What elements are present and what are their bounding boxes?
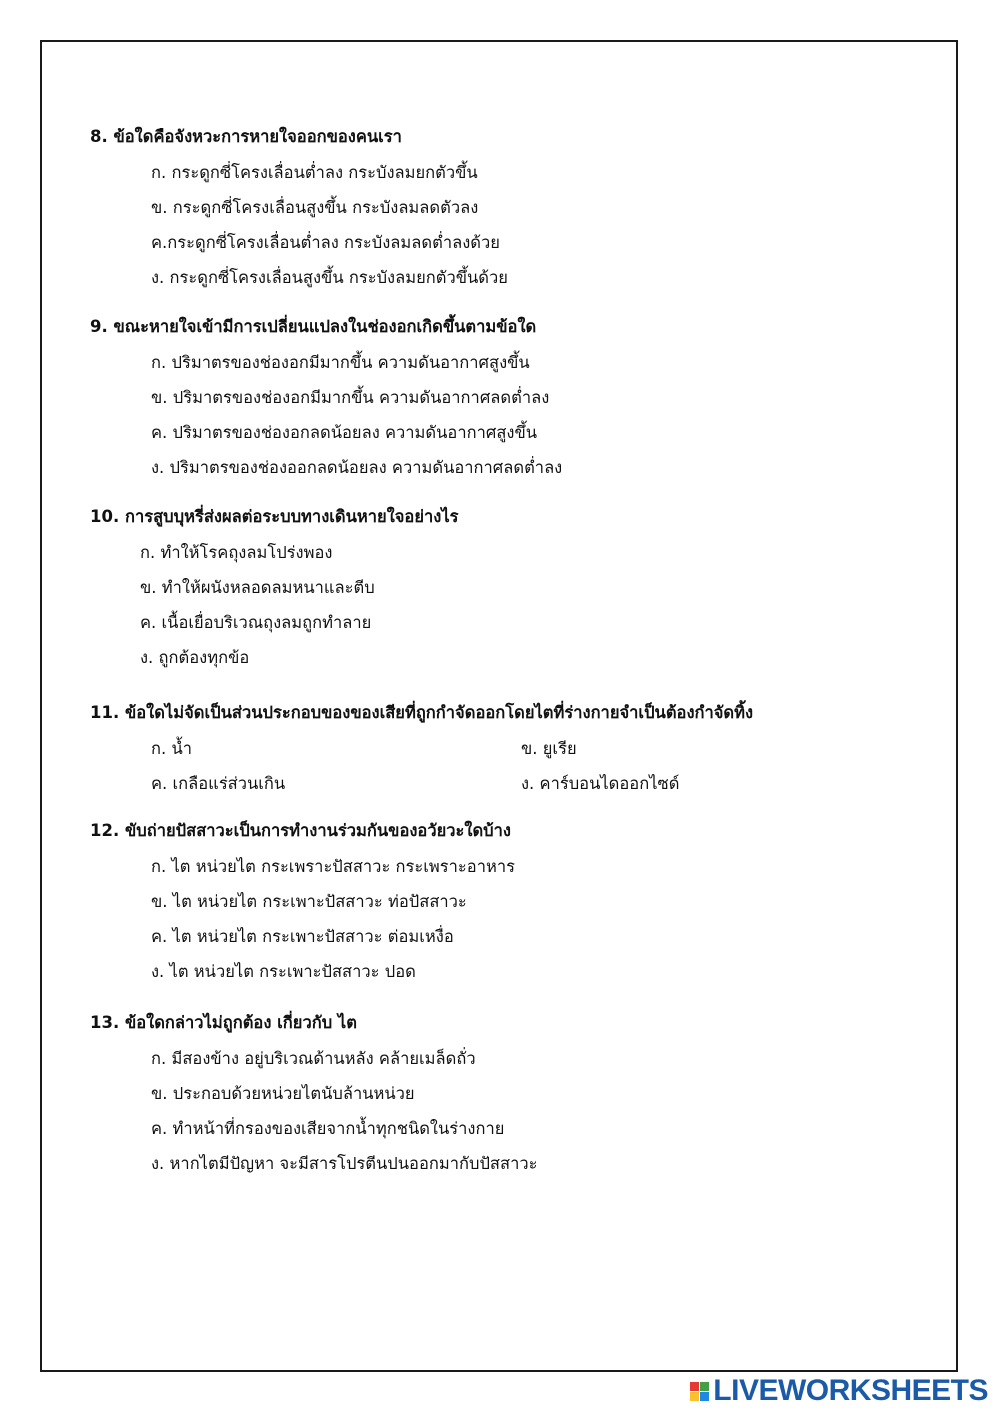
option-a: ก. น้ำ	[151, 739, 193, 758]
option-c: ค. ทำหน้าที่กรองของเสียจากน้ำทุกชนิดในร่างกาย	[151, 1119, 505, 1138]
option-a: ก. กระดูกซี่โครงเลื่อนต่ำลง กระบังลมยกตัวขึ้น	[151, 163, 478, 182]
option-a: ก. ไต หน่วยไต กระเพราะปัสสาวะ กระเพราะอาหาร	[151, 857, 515, 876]
option-b: ข. ปริมาตรของช่องอกมีมากขึ้น ความดันอากาศลดต่ำลง	[151, 388, 550, 407]
question-8	[90, 127, 970, 303]
option-b: ข. ไต หน่วยไต กระเพาะปัสสาวะ ท่อปัสสาวะ	[151, 892, 467, 911]
logo-square-blue	[700, 1392, 709, 1401]
option-a: ก. มีสองข้าง อยู่บริเวณด้านหลัง คล้ายเมล็ดถั่ว	[151, 1049, 476, 1068]
option-b: ข. กระดูกซี่โครงเลื่อนสูงขึ้น กระบังลมลดตัวลง	[151, 198, 479, 217]
question-title: 9. ขณะหายใจเข้ามีการเปลี่ยนแปลงในช่องอกเกิดขึ้นตามข้อใด	[90, 317, 537, 336]
option-c: ค. ไต หน่วยไต กระเพาะปัสสาวะ ต่อมเหงื่อ	[151, 927, 454, 946]
option-d: ง. คาร์บอนไดออกไซด์	[521, 774, 680, 793]
option-b: ข. ทำให้ผนังหลอดลมหนาและตีบ	[140, 578, 375, 597]
option-d: ง. ไต หน่วยไต กระเพาะปัสสาวะ ปอด	[151, 962, 416, 981]
question-title: 11. ข้อใดไม่จัดเป็นส่วนประกอบของของเสียที่ถูกกำจัดออกโดยไตที่ร่างกายจำเป็นต้องกำจัดทิ้ง	[90, 703, 754, 722]
question-11	[90, 703, 970, 809]
question-10	[90, 507, 970, 683]
logo-squares-icon	[690, 1382, 709, 1401]
option-a: ก. ทำให้โรคถุงลมโปร่งพอง	[140, 543, 333, 562]
logo-square-yellow	[690, 1392, 699, 1401]
question-title: 13. ข้อใดกล่าวไม่ถูกต้อง เกี่ยวกับ ไต	[90, 1013, 357, 1032]
question-title: 8. ข้อใดคือจังหวะการหายใจออกของคนเรา	[90, 127, 402, 146]
logo-text: LIVEWORKSHEETS	[713, 1374, 988, 1407]
option-b: ข. ประกอบด้วยหน่วยไตนับล้านหน่วย	[151, 1084, 415, 1103]
option-d: ง. ปริมาตรของช่องออกลดน้อยลง ความดันอากาศลดต่ำลง	[151, 458, 563, 477]
option-d: ง. หากไตมีปัญหา จะมีสารโปรตีนปนออกมากับปัสสาวะ	[151, 1154, 538, 1173]
option-b: ข. ยูเรีย	[521, 739, 577, 758]
question-title: 10. การสูบบุหรี่ส่งผลต่อระบบทางเดินหายใจอย่างไร	[90, 507, 459, 526]
question-title: 12. ขับถ่ายปัสสาวะเป็นการทำงานร่วมกันของอวัยวะใดบ้าง	[90, 821, 511, 840]
logo-square-green	[700, 1382, 709, 1391]
option-c: ค.กระดูกซี่โครงเลื่อนต่ำลง กระบังลมลดต่ำลงด้วย	[151, 233, 500, 252]
option-d: ง. ถูกต้องทุกข้อ	[140, 648, 250, 667]
question-9	[90, 317, 970, 493]
liveworksheets-logo	[690, 1375, 988, 1407]
question-12	[90, 821, 970, 997]
option-c: ค. เกลือแร่ส่วนเกิน	[151, 774, 286, 793]
option-c: ค. ปริมาตรของช่องอกลดน้อยลง ความดันอากาศสูงขึ้น	[151, 423, 538, 442]
option-c: ค. เนื้อเยื่อบริเวณถุงลมถูกทำลาย	[140, 613, 372, 632]
question-13	[90, 1013, 970, 1189]
option-a: ก. ปริมาตรของช่องอกมีมากขึ้น ความดันอากาศสูงขึ้น	[151, 353, 530, 372]
options-grid	[90, 739, 970, 809]
logo-square-red	[690, 1382, 699, 1391]
option-d: ง. กระดูกซี่โครงเลื่อนสูงขึ้น กระบังลมยกตัวขึ้นด้วย	[151, 268, 508, 287]
